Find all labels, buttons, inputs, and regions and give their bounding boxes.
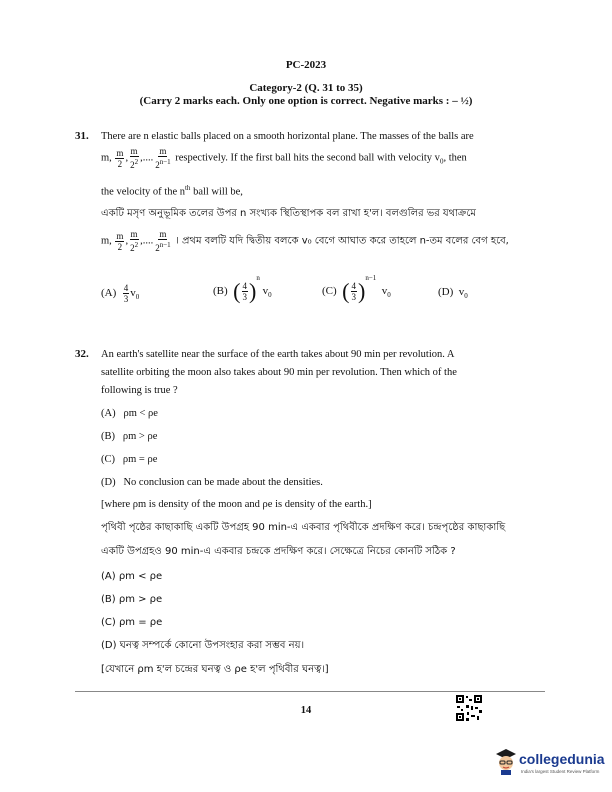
q32-number: 32. bbox=[75, 348, 89, 360]
category-heading: Category-2 (Q. 31 to 35) bbox=[249, 82, 363, 94]
q31-en-line3: the velocity of the $n^{th}$ ball will be, bbox=[101, 184, 243, 198]
footer-divider bbox=[75, 691, 545, 692]
marking-instructions: (Carry 2 marks each. Only one option is correct. Negative marks : – ½) bbox=[139, 95, 473, 107]
q31-number: 31. bbox=[75, 130, 89, 142]
q32-bn-option-b[interactable]: (B) ρm > ρe bbox=[101, 594, 163, 605]
q32-option-a[interactable]: (A) ρm < ρe bbox=[101, 408, 158, 419]
q31-option-c[interactable]: (C) ( $\frac{4}{3}$ )$^{n-1}$ $v_0$ bbox=[322, 274, 391, 304]
q31-bn-line1: একটি মসৃণ অনুভূমিক তলের উপর n সংখ্যক স্থিতিস্থাপক বল রাখা হ'ল। বলগুলির ভর যথাক্রমে bbox=[101, 208, 476, 219]
q31-en-line2-tail: respectively. If the first ball hits the second ball with velocity v bbox=[175, 152, 440, 164]
q32-bn-line2: একটি উপগ্রহও 90 min-এ একবার চন্দ্রকে প্রদক্ষিণ করে। সেক্ষেত্রে নিচের কোনটি সঠিক ? bbox=[101, 546, 456, 557]
q31-en-line2: m, $\frac{m}{2}$ , $\frac{m}{2^2}$ ,.... $\frac{m}{2^{n-1}}$ respectively. If the first ball hits the second ball with velocity $v_0$, then bbox=[101, 146, 467, 170]
q32-en-line2: satellite orbiting the moon also takes about 90 min per revolution. Then which of the bbox=[101, 367, 457, 378]
q31-en-line1: There are n elastic balls placed on a smooth horizontal plane. The masses of the balls are bbox=[101, 131, 474, 142]
q32-option-c[interactable]: (C) ρm = ρe bbox=[101, 454, 158, 465]
qr-code-icon[interactable] bbox=[455, 694, 483, 722]
page-number: 14 bbox=[300, 705, 312, 716]
q31-option-b[interactable]: (B) ( $\frac{4}{3}$ )$^n$ $v_0$ bbox=[213, 274, 272, 304]
q32-option-b[interactable]: (B) ρm > ρe bbox=[101, 431, 158, 442]
graduate-mascot-icon bbox=[495, 747, 517, 775]
paper-code: PC-2023 bbox=[285, 59, 327, 71]
brand-name: collegedunia bbox=[519, 751, 605, 767]
brand-tagline: India's largest Student Review Platform bbox=[521, 769, 600, 774]
q32-bn-option-d[interactable]: (D) ঘনত্ব সম্পর্কে কোনো উপসংহার করা সম্ভব নয়। bbox=[101, 640, 305, 651]
q32-bn-option-a[interactable]: (A) ρm < ρe bbox=[101, 571, 163, 582]
q32-en-line3: following is true ? bbox=[101, 385, 178, 396]
q32-where-bn: [যেখানে ρm হ'ল চন্দ্রের ঘনত্ব ও ρe হ'ল পৃথিবীর ঘনত্ব।] bbox=[101, 664, 329, 675]
q32-bn-line1: পৃথিবী পৃষ্ঠের কাছাকাছি একটি উপগ্রহ 90 min-এ একবার পৃথিবীকে প্রদক্ষিণ করে। চন্দ্রপৃষ্ঠের কাছাকাছি bbox=[101, 522, 506, 533]
q31-bn-line2: m, $\frac{m}{2}$ , $\frac{m}{2^2}$ ,.... $\frac{m}{2^{n-1}}$ । প্রথম বলটি যদি দ্বিতীয় বলকে v₀ বেগে আঘাত করে তাহলে n-তম বলের বেগ হবে, bbox=[101, 229, 509, 253]
q31-option-a[interactable]: (A) $\frac{4}{3}$ $v_0$ bbox=[101, 283, 140, 304]
mass-fraction-2: $\frac{m}{2^2}$ bbox=[130, 146, 139, 170]
mass-fraction-1: $\frac{m}{2}$ bbox=[116, 147, 124, 169]
q32-en-line1: An earth's satellite near the surface of the earth takes about 90 min per revolution. A bbox=[101, 349, 455, 360]
collegedunia-logo[interactable] bbox=[495, 745, 605, 783]
q31-option-d[interactable]: (D) $v_0$ bbox=[438, 286, 468, 301]
q32-where-en: [where ρm is density of the moon and ρe is density of the earth.] bbox=[101, 499, 372, 510]
q32-option-d[interactable]: (D) No conclusion can be made about the densities. bbox=[101, 477, 323, 488]
mass-fraction-3: $\frac{m}{2^{n-1}}$ bbox=[155, 146, 171, 170]
mass-m: m, bbox=[101, 152, 112, 164]
q32-bn-option-c[interactable]: (C) ρm = ρe bbox=[101, 617, 163, 628]
